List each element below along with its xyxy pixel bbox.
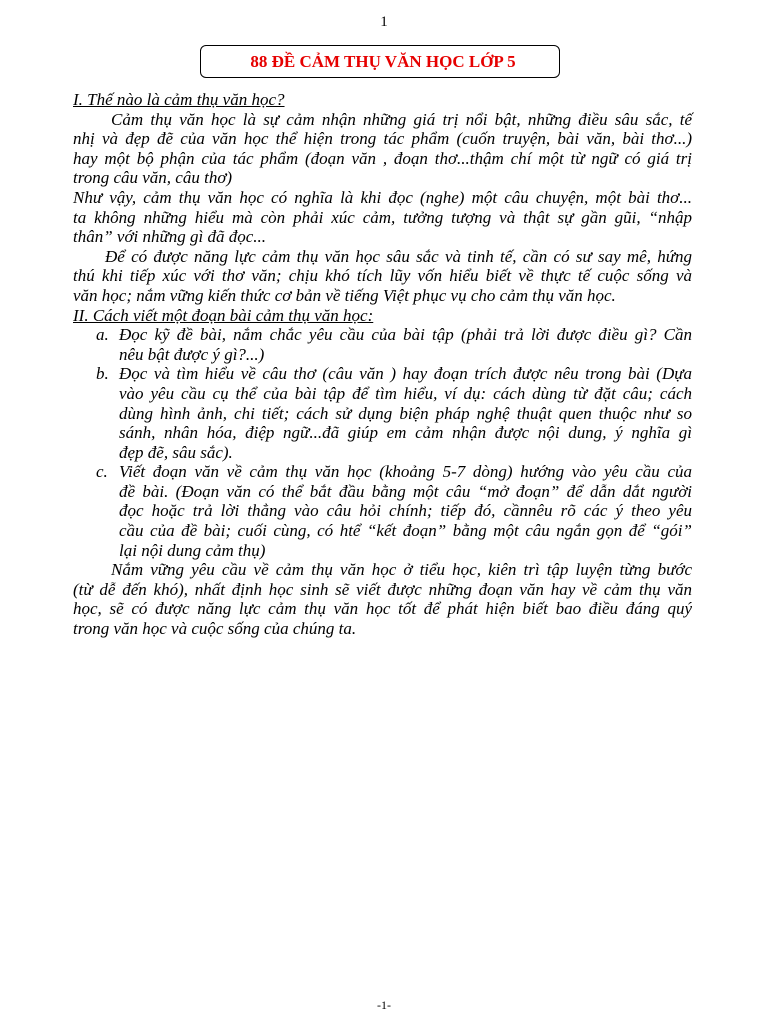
list-item-c xyxy=(73,462,692,560)
text-line: sánh, nhân hóa, điệp ngữ...đã giúp em cảm nhận được nội dung, ý nghĩa gì xyxy=(119,423,692,443)
text-line: trong văn học và cuộc sống của chúng ta. xyxy=(73,619,357,639)
text-line: nhị và đẹp đẽ của văn học thể hiện trong tác phẩm (cuốn truyện, bài văn, bài thơ...) xyxy=(73,129,692,149)
text-line: trong câu văn, câu thơ) xyxy=(73,168,233,188)
section-heading-2: II. Cách viết một đoạn bài cảm thụ văn học: xyxy=(73,305,374,325)
paragraph-closing xyxy=(73,560,692,638)
list-marker: c. xyxy=(96,462,108,482)
text-line: Đọc và tìm hiểu về câu thơ (câu văn ) hay đoạn trích được nêu trong bài (Dựa xyxy=(119,364,692,384)
title-box xyxy=(200,45,560,78)
list-item-a xyxy=(73,325,692,364)
text-line: Để có được năng lực cảm thụ văn học sâu sắc và tinh tế, cần có sư say mê, hứng xyxy=(105,246,692,266)
paragraph-requirements xyxy=(73,247,692,306)
text-line: ta không những hiểu mà còn phải xúc cảm, tưởng tượng và thật sự gần gũi, “nhập xyxy=(73,207,692,227)
text-line: vào yêu cầu cụ thể của bài tập để tìm hiểu, ví dụ: cách dùng từ đặt câu; cách xyxy=(119,383,692,403)
text-line: văn học; nắm vững kiến thức cơ bản về tiếng Việt phục vụ cho cảm thụ văn học. xyxy=(73,285,616,305)
text-line: thân” với những gì đã đọc... xyxy=(73,227,267,247)
text-line: đẹp đẽ, sâu sắc). xyxy=(119,442,233,462)
text-line: Cảm thụ văn học là sự cảm nhận những giá trị nổi bật, những điều sâu sắc, tế xyxy=(111,109,692,129)
list-item-b xyxy=(73,364,692,462)
list-item-text xyxy=(119,364,692,462)
text-line: dùng hình ảnh, chi tiết; cách sử dụng biện pháp nghệ thuật quen thuộc như so xyxy=(119,403,692,423)
document-body xyxy=(73,90,692,639)
text-line: đề bài. (Đoạn văn có thể bắt đầu bằng một câu “mở đoạn” để dẫn dắt người xyxy=(119,481,692,501)
text-line: (từ dễ đến khó), nhất định học sinh sẽ viết được những đoạn văn hay về cảm thụ văn xyxy=(73,579,692,599)
text-line: thú khi tiếp xúc với thơ văn; chịu khó tích lũy vốn hiểu biết về thực tế cuộc sống và xyxy=(73,266,692,286)
text-line: Đọc kỹ đề bài, nắm chắc yêu cầu của bài tập (phải trả lời được điều gì? Cần xyxy=(119,325,692,345)
page-number-footer: -1- xyxy=(377,998,391,1012)
text-line: lại nội dung cảm thụ) xyxy=(119,540,266,560)
text-line: đọc hoặc trả lời thẳng vào câu hỏi chính; tiếp đó, cầnnêu rõ các ý theo yêu xyxy=(119,501,692,521)
paragraph-definition xyxy=(73,110,692,188)
text-line: học, sẽ có được năng lực cảm thụ văn học tốt để phát hiện biết bao điều đáng quý xyxy=(73,599,692,619)
document-title: 88 ĐỀ CẢM THỤ VĂN HỌC LỚP 5 xyxy=(250,52,516,71)
list-marker: b. xyxy=(96,364,109,384)
text-line: Như vậy, cảm thụ văn học có nghĩa là khi đọc (nghe) một câu chuyện, một bài thơ... xyxy=(73,187,692,207)
list-item-text xyxy=(119,462,692,560)
section-heading-1: I. Thế nào là cảm thụ văn học? xyxy=(73,90,285,109)
list-marker: a. xyxy=(96,325,109,345)
text-line: Nắm vững yêu cầu về cảm thụ văn học ở tiểu học, kiên trì tập luyện từng bước xyxy=(111,560,692,580)
text-line: hay một bộ phận của tác phẩm (đoạn văn , đoạn thơ...thậm chí một từ ngữ có giá trị xyxy=(73,148,692,168)
paragraph-meaning xyxy=(73,188,692,247)
text-line: nêu bật được ý gì?...) xyxy=(119,344,265,364)
page-number-header: 1 xyxy=(380,14,388,30)
text-line: Viết đoạn văn về cảm thụ văn học (khoảng 5-7 dòng) hướng vào yêu cầu của xyxy=(119,462,692,482)
list-item-text xyxy=(119,325,692,364)
text-line: cầu của đề bài; cuối cùng, có htể “kết đoạn” bằng một câu ngắn gọn để “gói” xyxy=(119,521,692,541)
